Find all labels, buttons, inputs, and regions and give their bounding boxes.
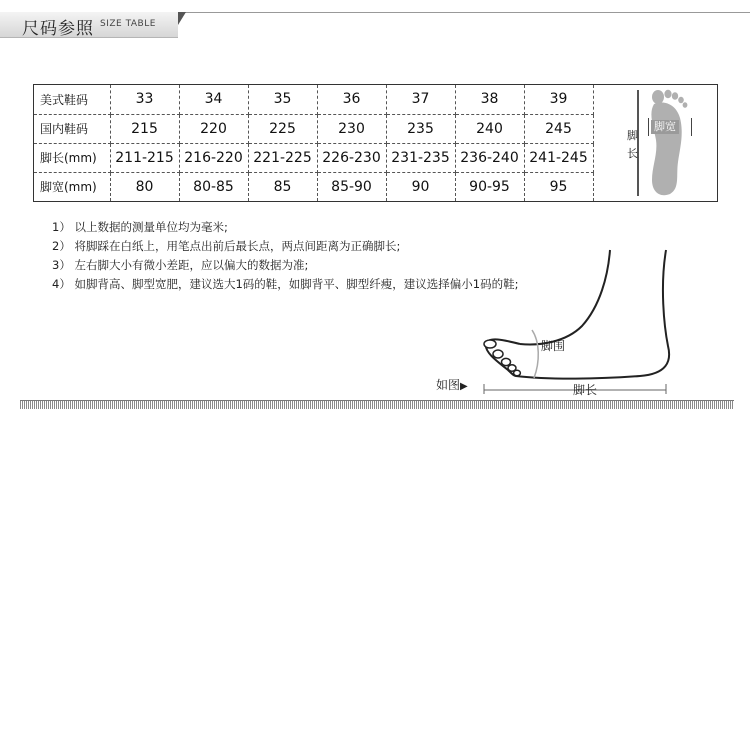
table-cell: 80 xyxy=(110,172,179,201)
note-item: 2） 将脚踩在白纸上，用笔点出前后最长点，两点间距离为正确脚长; xyxy=(52,239,401,253)
table-cell: 225 xyxy=(248,114,317,143)
note-item: 4） 如脚背高、脚型宽肥，建议选大1码的鞋，如脚背平、脚型纤瘦，建议选择偏小1码的鞋; xyxy=(52,277,519,291)
table-cell: 220 xyxy=(179,114,248,143)
table-cell: 230 xyxy=(317,114,386,143)
table-cell: 216-220 xyxy=(179,143,248,172)
table-cell: 90-95 xyxy=(455,172,524,201)
row-label: 脚宽(mm) xyxy=(34,172,110,201)
table-row xyxy=(34,114,593,143)
figure-label-text: 如图 xyxy=(436,378,461,392)
figure-label xyxy=(436,376,468,393)
table-cell: 35 xyxy=(248,85,317,114)
table-cell: 211-215 xyxy=(110,143,179,172)
table-cell: 231-235 xyxy=(386,143,455,172)
table-cell: 36 xyxy=(317,85,386,114)
note-item: 1） 以上数据的测量单位均为毫米; xyxy=(52,220,228,234)
size-table xyxy=(34,85,594,201)
table-cell: 235 xyxy=(386,114,455,143)
table-cell: 80-85 xyxy=(179,172,248,201)
row-label: 脚长(mm) xyxy=(34,143,110,172)
table-row xyxy=(34,85,593,114)
table-cell: 34 xyxy=(179,85,248,114)
page-title: 尺码参照 xyxy=(22,19,94,39)
table-cell: 241-245 xyxy=(524,143,593,172)
table-row xyxy=(34,143,593,172)
table-cell: 221-225 xyxy=(248,143,317,172)
ruler-divider xyxy=(20,400,734,409)
row-label: 美式鞋码 xyxy=(34,85,110,114)
table-cell: 38 xyxy=(455,85,524,114)
table-cell: 236-240 xyxy=(455,143,524,172)
note-item: 3） 左右脚大小有微小差距，应以偏大的数据为准; xyxy=(52,258,309,272)
table-cell: 95 xyxy=(524,172,593,201)
table-cell: 39 xyxy=(524,85,593,114)
table-cell: 245 xyxy=(524,114,593,143)
play-arrow-icon: ▶ xyxy=(460,381,468,392)
table-cell: 85 xyxy=(248,172,317,201)
table-cell: 90 xyxy=(386,172,455,201)
table-cell: 85-90 xyxy=(317,172,386,201)
foot-width-label: 脚宽 xyxy=(651,120,679,134)
table-row xyxy=(34,172,593,201)
size-table-box xyxy=(33,84,718,202)
length-label: 脚长 xyxy=(573,383,598,397)
table-cell: 215 xyxy=(110,114,179,143)
header-flag xyxy=(178,12,186,25)
table-cell: 226-230 xyxy=(317,143,386,172)
measurement-notes xyxy=(52,218,518,294)
foot-length-label: 脚长 xyxy=(627,129,638,160)
table-cell: 33 xyxy=(110,85,179,114)
footprint-icon xyxy=(640,88,696,200)
table-cell: 37 xyxy=(386,85,455,114)
table-cell: 240 xyxy=(455,114,524,143)
girth-label: 脚围 xyxy=(541,339,566,353)
row-label: 国内鞋码 xyxy=(34,114,110,143)
page-subtitle: SIZE TABLE xyxy=(100,19,156,29)
foot-side-illustration xyxy=(470,246,690,396)
